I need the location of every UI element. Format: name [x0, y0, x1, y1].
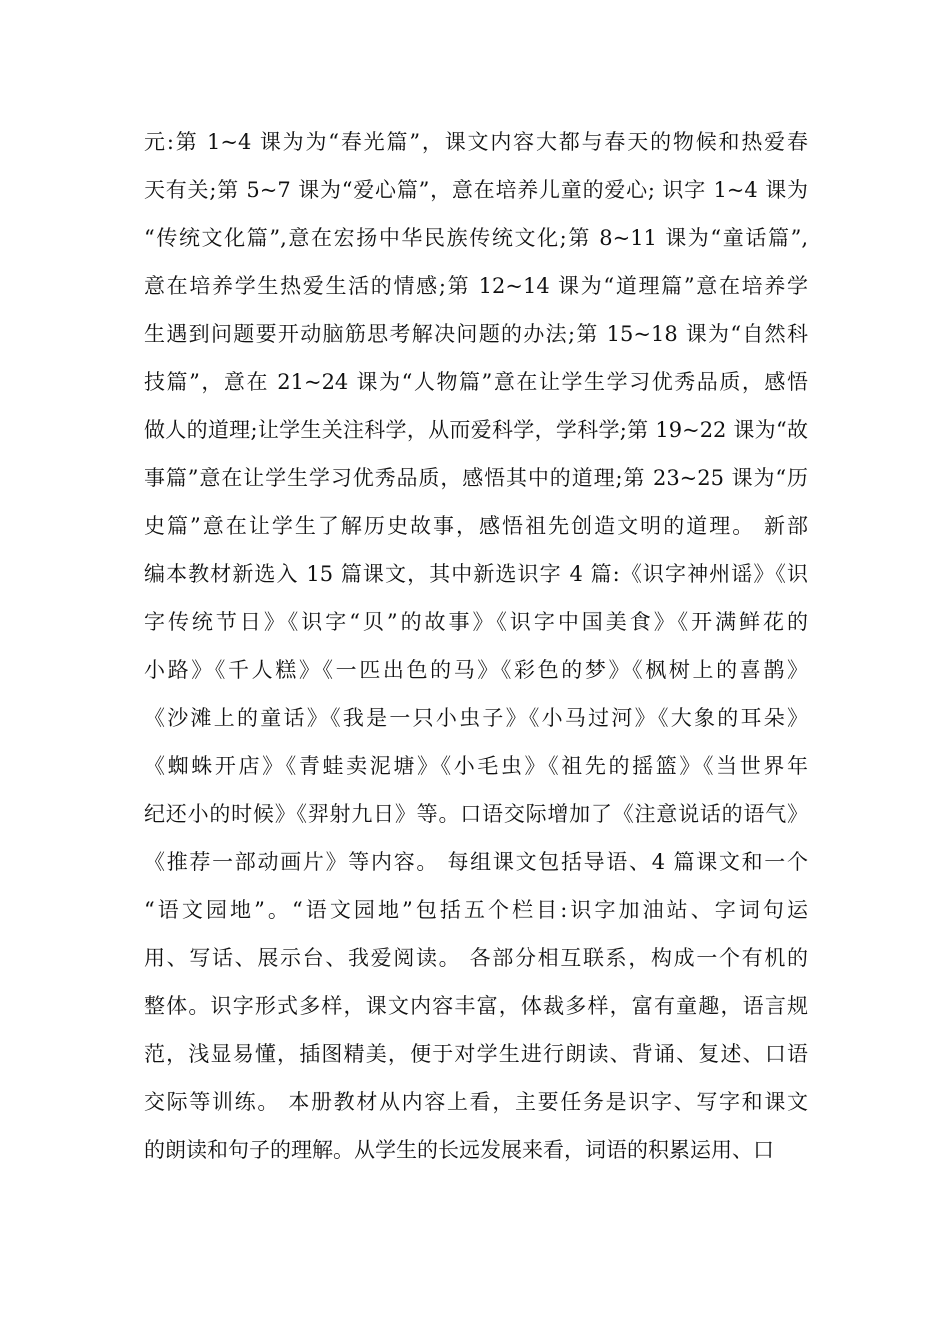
text-line: 意在培养学生热爱生活的情感;第 12~14 课为“道理篇”意在培养学 — [144, 274, 808, 298]
text-line: 编本教材新选入 15 篇课文，其中新选识字 4 篇:《识字神州谣》《识 — [144, 562, 808, 586]
text-line: 史篇”意在让学生了解历史故事，感悟祖先创造文明的道理。 新部 — [144, 514, 808, 538]
text-line: “语文园地”。“语文园地”包括五个栏目:识字加油站、字词句运 — [144, 898, 808, 922]
text-line: 生遇到问题要开动脑筋思考解决问题的办法;第 15~18 课为“自然科 — [144, 322, 808, 346]
text-line: 天有关;第 5~7 课为“爱心篇”，意在培养儿童的爱心; 识字 1~4 课为 — [144, 178, 808, 202]
text-line: 范，浅显易懂，插图精美，便于对学生进行朗读、背诵、复述、口语 — [144, 1042, 808, 1066]
text-line: 整体。识字形式多样，课文内容丰富，体裁多样，富有童趣，语言规 — [144, 994, 808, 1018]
body-text — [144, 118, 808, 1174]
text-line: 字传统节日》《识字“贝”的故事》《识字中国美食》《开满鲜花的 — [144, 610, 808, 634]
text-line: 纪还小的时候》《羿射九日》等。口语交际增加了《注意说话的语气》 — [144, 802, 808, 826]
text-line: 小路》《千人糕》《一匹出色的马》《彩色的梦》《枫树上的喜鹊》 — [144, 658, 808, 682]
text-line: 的朗读和句子的理解。从学生的长远发展来看，词语的积累运用、口 — [144, 1138, 774, 1162]
text-line: 交际等训练。 本册教材从内容上看，主要任务是识字、写字和课文 — [144, 1090, 808, 1114]
text-line: 《推荐一部动画片》等内容。 每组课文包括导语、4 篇课文和一个 — [144, 850, 808, 874]
text-line: 事篇”意在让学生学习优秀品质，感悟其中的道理;第 23~25 课为“历 — [144, 466, 808, 490]
text-line: 技篇”，意在 21~24 课为“人物篇”意在让学生学习优秀品质，感悟 — [144, 370, 808, 394]
text-line: 做人的道理;让学生关注科学，从而爱科学，学科学;第 19~22 课为“故 — [144, 418, 808, 442]
text-line: 元:第 1~4 课为为“春光篇”，课文内容大都与春天的物候和热爱春 — [144, 130, 808, 154]
text-line: 《蜘蛛开店》《青蛙卖泥塘》《小毛虫》《祖先的摇篮》《当世界年 — [144, 754, 808, 778]
text-line: “传统文化篇”,意在宏扬中华民族传统文化;第 8~11 课为“童话篇”, — [144, 226, 808, 250]
text-line: 用、写话、展示台、我爱阅读。 各部分相互联系，构成一个有机的 — [144, 946, 808, 970]
text-line: 《沙滩上的童话》《我是一只小虫子》《小马过河》《大象的耳朵》 — [144, 706, 808, 730]
